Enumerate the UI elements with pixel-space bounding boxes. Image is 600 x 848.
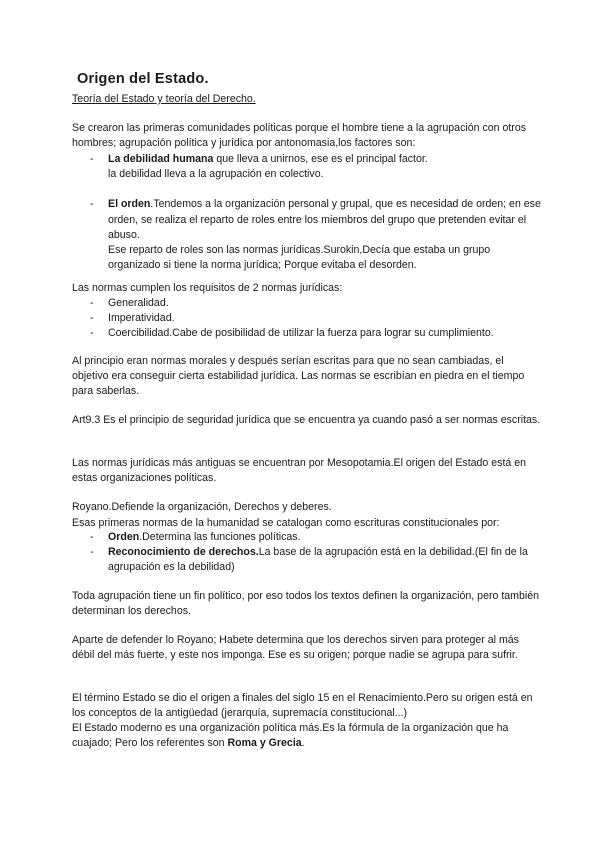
list-item-continuation: Ese reparto de roles son las normas jurídicas.Surokin,Decía que estaba un grupo organizado si tiene la norma jurídica; Porque evitaba el desorden.: [108, 244, 491, 272]
paragraph-political-end: Toda agrupación tiene un fin político, por eso todos los textos definen la organización, pero también determinan los derechos.: [72, 590, 540, 618]
factors-list: [90, 152, 542, 273]
paragraph-mesopotamia: Las normas jurídicas más antiguas se encuentran por Mesopotamia.El origen del Estado está en estas organizaciones políticas.: [72, 457, 527, 485]
list-item-bold: Reconocimiento de derechos.: [108, 546, 259, 559]
list-dash: -: [90, 312, 94, 325]
paragraph-art93: Art9.3 Es el principio de seguridad jurídica que se encuentra ya cuando pasó a ser normas escritas.: [72, 414, 541, 426]
list-dash: -: [90, 531, 94, 543]
paragraph-habete: Aparte de defender lo Royano; Habete determina que los derechos sirven para proteger al más débil del más fuerte, y este nos imponga. Ese es su origen; porque nadie se agrupa para sufrir.: [72, 634, 519, 662]
list-item: [90, 530, 542, 545]
list-item: [90, 326, 542, 341]
paragraph-end: .: [301, 737, 305, 750]
list-item-text: Generalidad.: [108, 297, 169, 309]
paragraph-intro: Se crearon las primeras comunidades políticas porque el hombre tiene a la agrupación con otros hombres; agrupación política y jurídica por antonomasia,los factores son:: [72, 122, 527, 150]
list-dash: -: [90, 297, 94, 309]
paragraph-bold: Roma y Grecia: [227, 737, 302, 750]
list-dash: -: [90, 198, 94, 211]
paragraph-royano: Royano.Defiende la organización, Derechos y deberes.: [72, 501, 332, 513]
list-item-text: que lleva a unirnos, ese es el principal factor.: [213, 153, 428, 165]
list-item: [90, 311, 542, 326]
list-dash: -: [90, 546, 94, 559]
requisites-list: [90, 296, 542, 342]
list-item-bold: La debilidad humana: [108, 153, 214, 165]
paragraph-requisites: Las normas cumplen los requisitos de 2 normas jurídicas:: [72, 282, 343, 294]
list-item: [90, 296, 542, 311]
reasons-list: [90, 530, 542, 576]
paragraph-text: El Estado moderno es una organización política más.Es la fórmula de la organización que ha cuajado; Pero los referentes son: [72, 722, 509, 750]
paragraph-estado-term: El término Estado se dio el origen a finales del siglo 15 en el Renacimiento.Pero su origen está en los conceptos de la antigüedad (jerarquía, supremacía constitucional...): [72, 692, 533, 720]
list-item-text: .Determina las funciones políticas.: [139, 531, 301, 543]
list-item: [90, 152, 542, 167]
list-dash: -: [90, 153, 94, 165]
list-item-text: Coercibilidad.Cabe de posibilidad de utilizar la fuerza para lograr su cumplimiento.: [108, 327, 494, 340]
paragraph-estado-moderno: [72, 721, 542, 751]
page-title: Origen del Estado.: [77, 71, 209, 87]
paragraph-moral-norms: Al principio eran normas morales y después serían escritas para que no sean cambiadas, el objetivo era conseguir cierta estabilidad jurídica. Las normas se escribían en piedra en el tiempo para saberlas.: [72, 355, 525, 398]
list-item-bold: Orden: [108, 531, 140, 543]
list-item: [90, 545, 542, 575]
list-item-text: Imperatividad.: [108, 312, 175, 325]
list-item: [90, 197, 542, 243]
page-subtitle: Teoría del Estado y teoría del Derecho.: [72, 93, 256, 105]
list-dash: -: [90, 327, 94, 340]
list-item-bold: El orden: [108, 198, 151, 211]
paragraph-constitutional: Esas primeras normas de la humanidad se catalogan como escrituras constitucionales por:: [72, 517, 500, 529]
list-item-continuation: la debilidad lleva a la agrupación en colectivo.: [108, 168, 324, 181]
list-item-text: .Tendemos a la organización personal y grupal, que es necesidad de orden; en ese orden, se realiza el reparto de roles entre los miembros del grupo que pretenden evitar el abuso.: [108, 198, 541, 241]
list-item-text: La base de la agrupación está en la debilidad.(El fin de la agrupación es la debilidad): [108, 546, 528, 574]
